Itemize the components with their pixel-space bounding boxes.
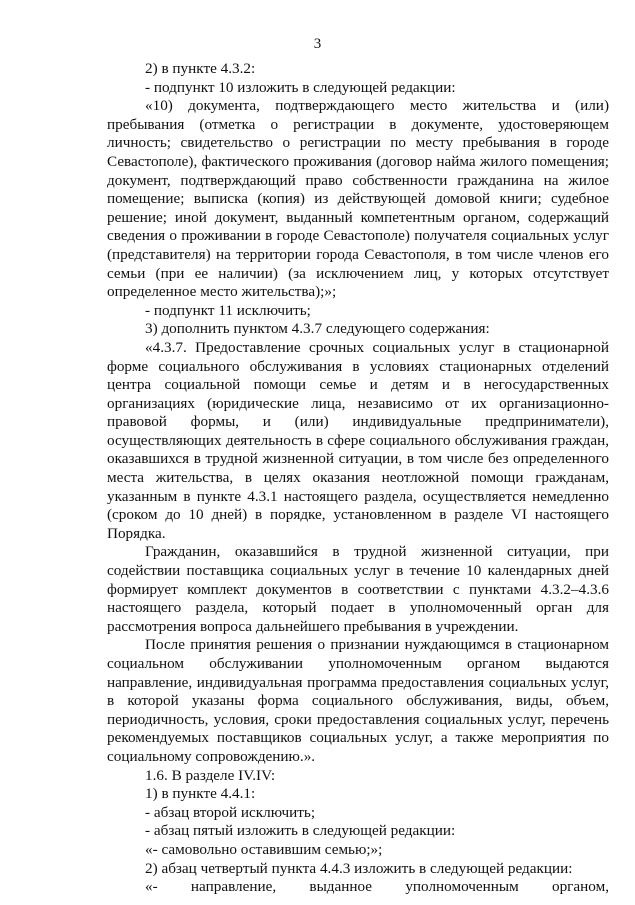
paragraph-subitem-11: - подпункт 11 исключить; <box>145 301 311 319</box>
paragraph-subitem-10-text: «10) документа, подтверждающего место жительства и (или) пребывания (отметка о регистрации в документе, удостоверяющем личность; свидетельство о регистрации по месту пребывания в городе Севастополе), фактического проживания (договор найма жилого помещения; документ, подтверждающий право собственности гражданина на жилое помещение; выписка (копия) из действующей домовой книги; судебное решение; иной документ, выданный компетентным органом, содержащий сведения о проживании в городе Севастополе) получателя социальных услуг (представителя) на территории города Севастополя, в том числе членов его семьи (при ее наличии) (за исключением лиц, у которых отсутствует определенное место жительства);»; <box>107 97 609 301</box>
paragraph-4-4-1: 1) в пункте 4.4.1: <box>145 785 256 803</box>
paragraph-abzac-5: - абзац пятый изложить в следующей редакции: <box>145 822 456 840</box>
paragraph-4-3-7: «4.3.7. Предоставление срочных социальных услуг в стационарной форме социального обслуживания в условиях стационарных отделений центра социальной помощи семье и детям и в негосударственных организациях (юридические лица, независимо от их организационно-правовой формы, и (или) индивидуальные предприниматели), осуществляющих деятельность в сфере социального обслуживания граждан, оказавшихся в трудной жизненной ситуации, в том числе без определенного места жительства, в целях оказания неотложной помощи гражданам, указанным в пункте 4.3.1 настоящего раздела, осуществляется немедленно (сроком до 10 дней) в порядке, установленном в разделе VI настоящего Порядка. <box>107 338 609 542</box>
paragraph-item-2: 2) в пункте 4.3.2: <box>145 60 256 77</box>
document-body <box>107 60 609 897</box>
paragraph-subitem-10-intro: - подпункт 10 изложить в следующей редакции: <box>145 78 456 96</box>
paragraph-citizen: Гражданин, оказавшийся в трудной жизненной ситуации, при содействии поставщика социальных услуг в течение 10 календарных дней формирует комплект документов в соответствии с пунктами 4.3.2–4.3.6 настоящего раздела, который подает в уполномоченный орган для рассмотрения вопроса дальнейшего пребывания в учреждении. <box>107 543 609 635</box>
paragraph-direction: «- направление, выданное уполномоченным органом, <box>145 878 609 896</box>
paragraph-after-decision: После принятия решения о признании нуждающимся в стационарном социальном обслуживании уполномоченным органом выдаются направление, индивидуальная программа предоставления социальных услуг, в которой указаны форма социального обслуживания, виды, объем, периодичность, условия, сроки предоставления социальных услуг, перечень рекомендуемых поставщиков социальных услуг, а также мероприятия по социальному сопровождению.». <box>107 636 609 765</box>
page-number: 3 <box>313 36 322 52</box>
paragraph-quote-family: «- самовольно оставившим семью;»; <box>145 840 383 858</box>
paragraph-4-4-3: 2) абзац четвертый пункта 4.4.3 изложить в следующей редакции: <box>145 859 573 877</box>
paragraph-item-3: 3) дополнить пунктом 4.3.7 следующего содержания: <box>145 320 490 338</box>
paragraph-1-6: 1.6. В разделе IV.IV: <box>145 766 276 784</box>
paragraph-abzac-2: - абзац второй исключить; <box>145 803 316 821</box>
